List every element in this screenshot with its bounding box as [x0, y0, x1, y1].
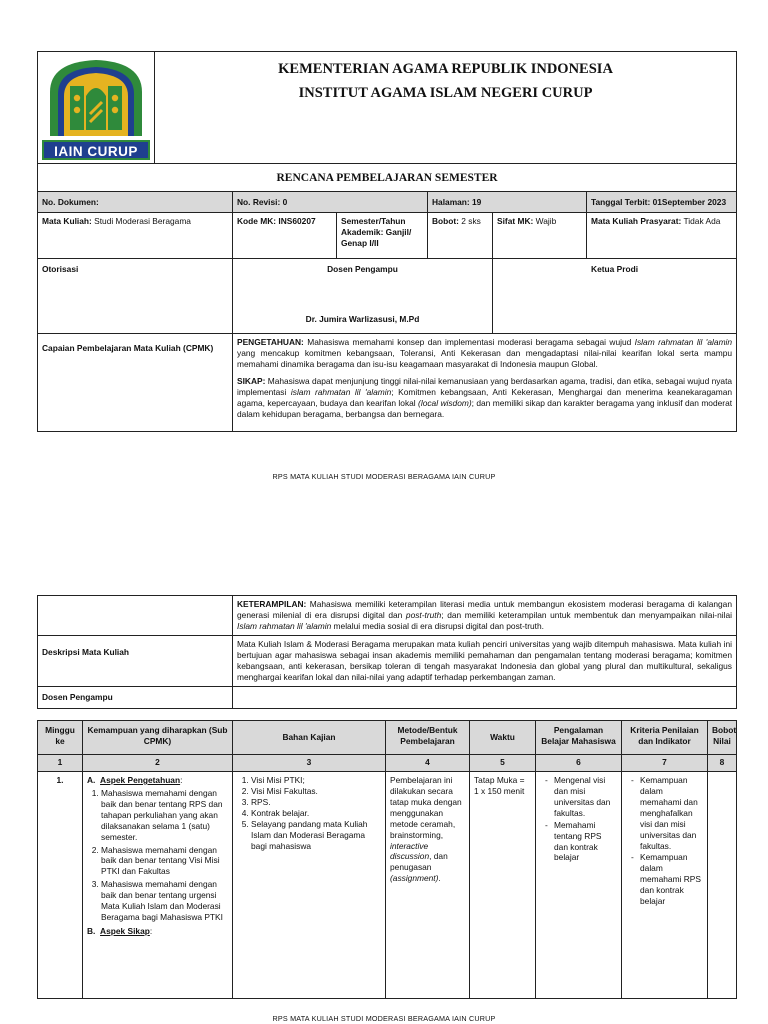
semester: Semester/Tahun Akademik: Ganjil/ Genap I/II [337, 213, 428, 259]
list-item: 3. Mahasiswa memahami dengan baik dan benar tentang urgensi Mata Kuliah Islam dan Moderasi Beragama bagi Mahasiswa PTKI [101, 879, 228, 923]
keterampilan-text-b: ; dan memiliki keterampilan untuk membentuk dan menyampaikan nilai-nilai [441, 609, 732, 620]
sifat-label: Sifat MK: [497, 216, 534, 226]
institution-title [155, 52, 737, 164]
bobot-label: Bobot: [432, 216, 459, 226]
logo-text: IAIN CURUP [42, 140, 150, 160]
list-item: - Kemampuan dalam memahami dan menghafalkan visi dan misi universitas dan fakultas. [640, 775, 703, 851]
list-item: - Kemampuan dalam memahami RPS dan kontrak belajar [640, 852, 703, 907]
continuation-table [37, 595, 737, 709]
metode-text-b: , dan penugasan [390, 851, 448, 873]
aspek-b-title: Aspek Sikap [100, 925, 150, 936]
metode-italic-2: (assignment) [390, 873, 439, 884]
mosque-logo-icon [42, 56, 150, 140]
dosen-pengampu-row-label: Dosen Pengampu [38, 686, 233, 708]
prasyarat [587, 213, 737, 259]
aspek-a-title: Aspek Pengetahuan [100, 775, 181, 785]
bahan-list [237, 775, 381, 851]
header-table [37, 51, 737, 432]
ketua-prodi-label: Ketua Prodi [591, 264, 639, 274]
list-item: 2. Visi Misi Fakultas. [251, 786, 381, 797]
keterampilan-text-c: melalui media sosial di era disrupsi digital dan post-truth. [331, 620, 544, 631]
col-number-2: 2 [83, 755, 233, 772]
no-dokumen: No. Dokumen: [38, 192, 233, 213]
cpmk-pengetahuan [237, 337, 732, 370]
ketua-prodi-signature [493, 259, 737, 334]
page-footer-2: RPS MATA KULIAH STUDI MODERASI BERAGAMA IAIN CURUP [272, 1014, 496, 1023]
kemampuan-list [87, 788, 228, 923]
list-item: 2. Mahasiswa memahami dengan baik dan benar tentang Visi Misi PTKI dan Fakultas [101, 845, 228, 878]
list-item: 5. Selayang pandang mata Kuliah Islam dan Moderasi Beragama bagi mahasiswa [251, 819, 381, 852]
aspek-b-colon: : [149, 925, 153, 936]
list-item: 1. Visi Misi PTKI; [251, 775, 381, 786]
aspek-b-prefix: B. [87, 925, 96, 936]
ministry-name: KEMENTERIAN AGAMA REPUBLIK INDONESIA [278, 61, 613, 77]
header-pengalaman: Pengalaman Belajar Mahasiswa [536, 721, 622, 755]
tanggal-terbit: Tanggal Terbit: 01September 2023 [587, 192, 737, 213]
pengetahuan-text-b: yang mencakup komitmen kebangsaan, Toleransi, Anti Kekerasan dan mengadaptasi nilai-nilai kearifan lokal serta mampu memahami dinamika beragama dan isu-isu keagamaan masyarakat di Indonesia maupun Global. [237, 347, 733, 369]
mata-kuliah [38, 213, 233, 259]
pengalaman-list [540, 775, 617, 863]
dosen-name: Dr. Jumira Warlizasusi, M.Pd [305, 314, 420, 325]
header-minggu: Minggu ke [38, 721, 83, 755]
cpmk-content [233, 334, 737, 432]
keterampilan-text-a: Mahasiswa memiliki keterampilan literasi media untuk membangun ekosistem moderasi beragama di kalangan generasi milenial di era disrupsi digital dan [237, 599, 732, 620]
sikap-text-a: Mahasiswa dapat menjunjung tinggi nilai-nilai kemanusiaan yang berdasarkan agama, tradisi, dan etika, sebagai wujud nyata implementasi [237, 375, 733, 397]
no-revisi: No. Revisi: 0 [233, 192, 428, 213]
keterampilan-label-cell [38, 596, 233, 636]
aspek-a-prefix: A. [87, 775, 96, 785]
metode-text-c: . [438, 873, 441, 884]
bobot [428, 213, 493, 259]
page-footer-1: RPS MATA KULIAH STUDI MODERASI BERAGAMA IAIN CURUP [272, 472, 496, 481]
bahan-cell [233, 772, 386, 999]
keterampilan-title: KETERAMPILAN: [237, 599, 307, 609]
header-waktu: Waktu [470, 721, 536, 755]
col-number-7: 7 [622, 755, 708, 772]
mata-kuliah-label: Mata Kuliah: [42, 216, 92, 226]
pengetahuan-text-a: Mahasiswa memahami konsep dan implementasi moderasi beragama sebagai wujud [303, 337, 635, 347]
deskripsi-text: Mata Kuliah Islam & Moderasi Beragama merupakan mata kuliah penciri universitas yang wajib ditempuh mahasiswa. Mata kuliah ini bertujuan agar mahasiswa sebagai insan akademis memiliki pemahaman dan pengamalan tentang moderasi beragama; komitmen kebangsaan, anti kekerasan, bersikap toleran di tengah masyarakat Indonesia dan global yang plural dan multikultural, sekaligus menghargai kearifan lokal dan nilai-nilai yang adaptif terhadap perkembangan zaman. [233, 635, 737, 686]
kemampuan-cell [83, 772, 233, 999]
kriteria-list [626, 775, 703, 907]
pengetahuan-title: PENGETAHUAN: [237, 337, 304, 347]
halaman: Halaman: 19 [428, 192, 587, 213]
dosen-pengampu-signature [233, 259, 493, 334]
pengalaman-cell [536, 772, 622, 999]
table-row [38, 772, 737, 999]
institute-name: INSTITUT AGAMA ISLAM NEGERI CURUP [298, 84, 593, 101]
aspek-sikap-heading [87, 926, 228, 937]
list-item: 4. Kontrak belajar. [251, 808, 381, 819]
sikap-text-b: ; Komitmen kebangsaan, Anti Kekerasan, Menghargai dan menerima keanekaragaman agama, kepercayaan, budaya dan kearifan lokal [237, 386, 733, 408]
pengetahuan-italic: Islam rahmatan lil 'alamin [634, 337, 733, 347]
list-item: - Mengenal visi dan misi universitas dan fakultas. [554, 775, 617, 819]
minggu-cell: 1. [38, 772, 83, 999]
list-item: 3. RPS. [251, 797, 381, 808]
cpmk-sikap [237, 376, 732, 420]
list-item: 1. Mahasiswa memahami dengan baik dan benar tentang RPS dan tahapan perkuliahan yang akan dilaksanakan selama 1 (satu) semester. [101, 788, 228, 843]
prasyarat-label: Mata Kuliah Prasyarat: [591, 216, 682, 226]
schedule-table [37, 720, 737, 999]
otorisasi-label: Otorisasi [38, 259, 233, 334]
metode-text-a: Pembelajaran ini dilakukan secara tatap muka dengan menggunakan metode ceramah, brainstorming, [390, 775, 462, 840]
deskripsi-label: Deskripsi Mata Kuliah [38, 635, 233, 686]
cpmk-label: Capaian Pembelajaran Mata Kuliah (CPMK) [38, 334, 233, 432]
cpmk-keterampilan [233, 596, 737, 636]
aspek-pengetahuan-heading [87, 775, 228, 786]
header-bahan: Bahan Kajian [233, 721, 386, 755]
dosen-pengampu-label: Dosen Pengampu [327, 264, 398, 274]
sikap-title: SIKAP: [237, 375, 266, 386]
logo-cell [38, 52, 155, 164]
header-kriteria: Kriteria Penilaian dan Indikator [622, 721, 708, 755]
keterampilan-italic-1: post-truth [405, 609, 442, 620]
keterampilan-italic-2: Islam rahmatan lil 'alamin [237, 620, 332, 631]
kode-mk: Kode MK: INS60207 [233, 213, 337, 259]
document-title: RENCANA PEMBELAJARAN SEMESTER [38, 164, 737, 192]
col-number-5: 5 [470, 755, 536, 772]
iain-curup-logo [42, 56, 150, 160]
header-bobot: Bobot Nilai [708, 721, 737, 755]
mata-kuliah-value: Studi Moderasi Beragama [91, 216, 191, 226]
col-number-6: 6 [536, 755, 622, 772]
sifat-value: Wajib [533, 216, 557, 226]
header-kemampuan: Kemampuan yang diharapkan (Sub CPMK) [83, 721, 233, 755]
col-number-4: 4 [386, 755, 470, 772]
header-metode: Metode/Bentuk Pembelajaran [386, 721, 470, 755]
col-number-1: 1 [38, 755, 83, 772]
col-number-3: 3 [233, 755, 386, 772]
waktu-cell: Tatap Muka = 1 x 150 menit [470, 772, 536, 999]
sikap-text-c: ; dan memiliki sikap dan karakter beragama yang inklusif dan moderat dalam kehidupan beragama, berbangsa dan bernegara. [237, 397, 733, 419]
col-number-8: 8 [708, 755, 737, 772]
sikap-italic-1: islam rahmatan lil 'alamin [290, 386, 392, 397]
dosen-pengampu-row-value [233, 686, 737, 708]
list-item: - Memahami tentang RPS dan kontrak belajar [554, 820, 617, 864]
bobot-cell [708, 772, 737, 999]
kriteria-cell [622, 772, 708, 999]
prasyarat-value: Tidak Ada [681, 216, 721, 226]
bobot-value: 2 sks [458, 216, 481, 226]
aspek-a-colon: : [180, 775, 183, 785]
sifat-mk [493, 213, 587, 259]
metode-cell [386, 772, 470, 999]
metode-italic-1: interactive discussion [390, 840, 430, 862]
sikap-italic-2: (local wisdom) [418, 397, 472, 408]
